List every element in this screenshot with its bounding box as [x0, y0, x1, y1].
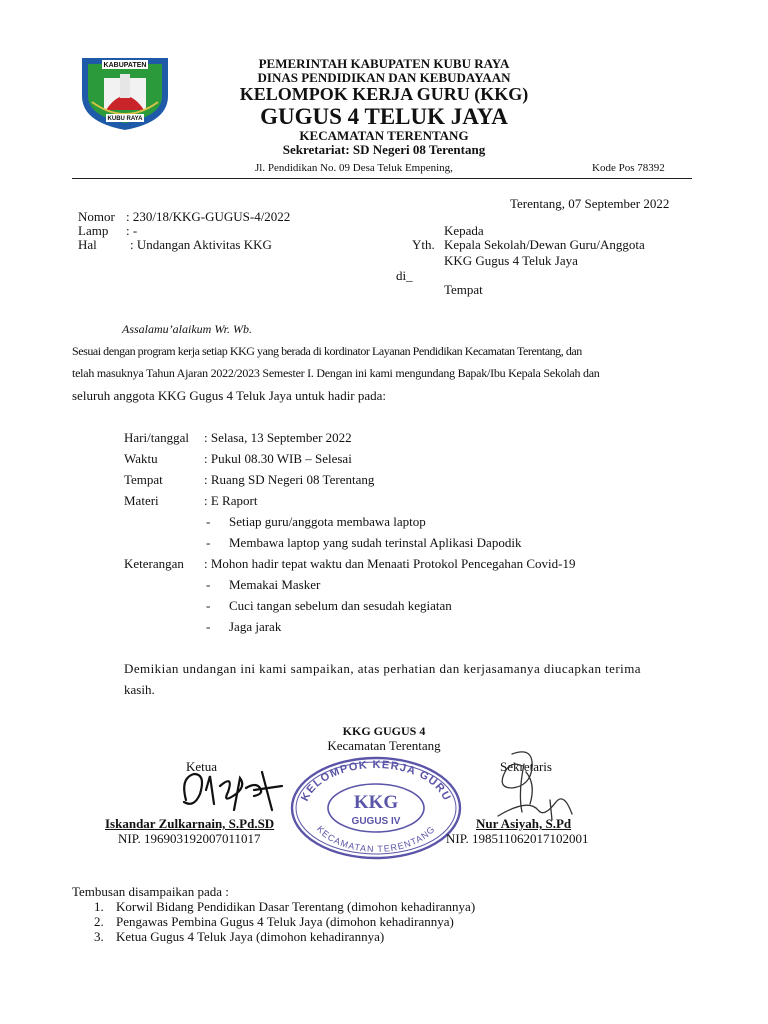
- nomor-value: : 230/18/KKG-GUGUS-4/2022: [126, 209, 291, 224]
- list-bullet: -: [206, 598, 211, 613]
- kubu-raya-logo: [76, 52, 174, 132]
- address-line: Jl. Pendidikan No. 09 Desa Teluk Empening,: [255, 162, 453, 174]
- tembusan-item: Ketua Gugus 4 Teluk Jaya (dimohon kehadirannya): [116, 929, 385, 944]
- lamp-label: Lamp: [78, 223, 109, 238]
- keterangan-item: Cuci tangan sebelum dan sesudah kegiatan: [229, 598, 452, 613]
- di-label: di_: [396, 268, 413, 283]
- materi-item: Membawa laptop yang sudah terinstal Aplikasi Dapodik: [229, 535, 522, 550]
- ketua-signature: [176, 764, 288, 816]
- ketua-name: Iskandar Zulkarnain, S.Pd.SD: [105, 816, 275, 831]
- yth-label: Yth.: [412, 237, 435, 252]
- detail-value: : Pukul 08.30 WIB – Selesai: [204, 451, 352, 466]
- secretariat-line: Sekretariat: SD Negeri 08 Terentang: [282, 142, 486, 157]
- detail-value: : Selasa, 13 September 2022: [204, 430, 352, 445]
- sekretaris-name: Nur Asiyah, S.Pd: [476, 816, 572, 831]
- list-bullet: -: [206, 619, 211, 634]
- detail-label: Waktu: [124, 451, 158, 466]
- tembusan-item: Pengawas Pembina Gugus 4 Teluk Jaya (dimohon kehadirannya): [116, 914, 454, 929]
- closing-line-2: kasih.: [124, 682, 155, 697]
- gov-line: PEMERINTAH KABUPATEN KUBU RAYA: [258, 56, 510, 71]
- list-bullet: -: [206, 514, 211, 529]
- materi-item: Setiap guru/anggota membawa laptop: [229, 514, 426, 529]
- postcode: Kode Pos 78392: [592, 162, 665, 174]
- keterangan-item: Memakai Masker: [229, 577, 321, 592]
- kepada-label: Kepada: [444, 223, 484, 238]
- logo-bottom-text: KUBU RAYA: [107, 116, 143, 122]
- org-name: KKG GUGUS 4: [342, 724, 426, 738]
- ketua-nip: NIP. 196903192007011017: [118, 831, 261, 846]
- tembusan-item: Korwil Bidang Pendidikan Dasar Terentang (dimohon kehadirannya): [116, 899, 476, 914]
- keterangan-label: Keterangan: [124, 556, 184, 571]
- detail-label: Tempat: [124, 472, 163, 487]
- body-line-1: Sesuai dengan program kerja setiap KKG yang berada di kordinator Layanan Pendidikan Kecamatan Terentang, dan: [72, 344, 582, 358]
- detail-label: Materi: [124, 493, 159, 508]
- body-line-3: seluruh anggota KKG Gugus 4 Teluk Jaya untuk hadir pada:: [72, 388, 387, 403]
- sekretaris-signature: [478, 744, 588, 826]
- svg-text:KECAMATAN TERENTANG: [315, 824, 437, 854]
- recipient-line1: Kepala Sekolah/Dewan Guru/Anggota: [444, 237, 645, 252]
- hal-label: Hal: [78, 237, 97, 252]
- lamp-value: : -: [126, 223, 138, 238]
- recipient-line2: KKG Gugus 4 Teluk Jaya: [444, 253, 578, 268]
- dept-line: DINAS PENDIDIKAN DAN KEBUDAYAAN: [257, 70, 511, 85]
- keterangan-item: Jaga jarak: [229, 619, 282, 634]
- salutation: Assalamu’alaikum Wr. Wb.: [122, 322, 252, 336]
- list-number: 3.: [94, 929, 104, 944]
- list-bullet: -: [206, 577, 211, 592]
- sekretaris-label: Sekretaris: [500, 759, 552, 774]
- letter-date: Terentang, 07 September 2022: [510, 196, 670, 211]
- keterangan-value: : Mohon hadir tepat waktu dan Menaati Protokol Pencegahan Covid-19: [204, 556, 576, 571]
- letterhead-divider: [72, 178, 692, 179]
- detail-label: Hari/tanggal: [124, 430, 189, 445]
- body-line-2: telah masuknya Tahun Ajaran 2022/2023 Semester I. Dengan ini kami mengundang Bapak/Ibu Kepala Sekolah dan: [72, 366, 600, 380]
- sekretaris-nip: NIP. 198511062017102001: [446, 831, 589, 846]
- closing-line-1: Demikian undangan ini kami sampaikan, atas perhatian dan kerjasamanya diucapkan terima: [124, 661, 641, 676]
- stamp-sub-text: GUGUS IV: [351, 816, 401, 827]
- logo-top-text: KABUPATEN: [103, 62, 147, 69]
- ketua-label: Ketua: [186, 759, 218, 774]
- list-number: 2.: [94, 914, 104, 929]
- hal-value: : Undangan Aktivitas KKG: [130, 237, 272, 252]
- list-bullet: -: [206, 535, 211, 550]
- nomor-label: Nomor: [78, 209, 115, 224]
- detail-value: : Ruang SD Negeri 08 Terentang: [204, 472, 375, 487]
- gugus-title: GUGUS 4 TELUK JAYA: [260, 104, 508, 129]
- kkg-stamp: [288, 754, 464, 862]
- kkg-line: KELOMPOK KERJA GURU (KKG): [239, 84, 529, 104]
- stamp-center-text: KKG: [353, 792, 399, 813]
- tembusan-heading: Tembusan disampaikan pada :: [72, 884, 229, 899]
- kecamatan-line: KECAMATAN TERENTANG: [299, 128, 469, 143]
- stamp-top-text: KELOMPOK KERJA GURU: [298, 758, 454, 804]
- list-number: 1.: [94, 899, 104, 914]
- org-sub: Kecamatan Terentang: [327, 738, 441, 753]
- stamp-bottom-text: KECAMATAN TERENTANG: [314, 823, 438, 855]
- tempat-label: Tempat: [444, 282, 483, 297]
- detail-value: : E Raport: [204, 493, 258, 508]
